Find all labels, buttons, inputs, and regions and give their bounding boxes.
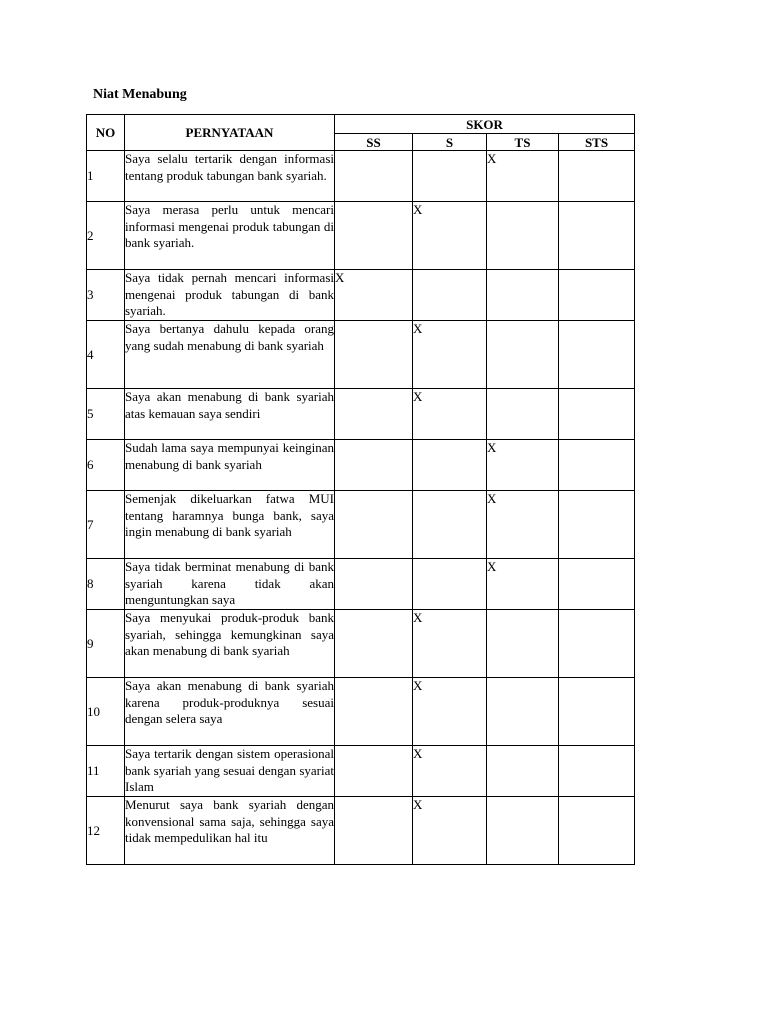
score-s-cell bbox=[413, 151, 487, 202]
score-sts-cell bbox=[559, 151, 635, 202]
score-ts-cell bbox=[487, 389, 559, 440]
row-number: 8 bbox=[87, 559, 125, 610]
table-row bbox=[87, 559, 635, 610]
header-sts: STS bbox=[559, 134, 635, 151]
table-body bbox=[87, 151, 635, 865]
score-ss-cell bbox=[335, 440, 413, 491]
score-s-cell: X bbox=[413, 746, 487, 797]
score-ss-cell bbox=[335, 491, 413, 559]
statement-text: Saya akan menabung di bank syariah karena produk-produknya sesuai dengan selera saya bbox=[125, 678, 335, 746]
score-ss-cell bbox=[335, 202, 413, 270]
statement-text: Saya bertanya dahulu kepada orang yang sudah menabung di bank syariah bbox=[125, 321, 335, 389]
table-row bbox=[87, 491, 635, 559]
row-number: 3 bbox=[87, 270, 125, 321]
questionnaire-table bbox=[86, 114, 635, 865]
score-sts-cell bbox=[559, 270, 635, 321]
score-sts-cell bbox=[559, 389, 635, 440]
score-s-cell bbox=[413, 440, 487, 491]
row-number: 2 bbox=[87, 202, 125, 270]
score-ts-cell bbox=[487, 678, 559, 746]
statement-text: Semenjak dikeluarkan fatwa MUI tentang haramnya bunga bank, saya ingin menabung di bank syariah bbox=[125, 491, 335, 559]
score-ss-cell bbox=[335, 746, 413, 797]
table-row bbox=[87, 151, 635, 202]
statement-text: Saya tidak pernah mencari informasi mengenai produk tabungan di bank syariah. bbox=[125, 270, 335, 321]
row-number: 12 bbox=[87, 797, 125, 865]
statement-text: Saya merasa perlu untuk mencari informasi mengenai produk tabungan di bank syariah. bbox=[125, 202, 335, 270]
score-ts-cell bbox=[487, 321, 559, 389]
score-sts-cell bbox=[559, 440, 635, 491]
header-ss: SS bbox=[335, 134, 413, 151]
document-title: Niat Menabung bbox=[93, 87, 187, 102]
score-sts-cell bbox=[559, 797, 635, 865]
score-sts-cell bbox=[559, 678, 635, 746]
statement-text: Saya akan menabung di bank syariah atas kemauan saya sendiri bbox=[125, 389, 335, 440]
score-ts-cell bbox=[487, 746, 559, 797]
row-number: 10 bbox=[87, 678, 125, 746]
statement-text: Saya selalu tertarik dengan informasi tentang produk tabungan bank syariah. bbox=[125, 151, 335, 202]
score-ts-cell: X bbox=[487, 559, 559, 610]
score-ss-cell bbox=[335, 321, 413, 389]
row-number: 5 bbox=[87, 389, 125, 440]
score-sts-cell bbox=[559, 321, 635, 389]
score-ts-cell: X bbox=[487, 491, 559, 559]
score-ts-cell bbox=[487, 797, 559, 865]
table-header bbox=[87, 115, 635, 151]
statement-text: Menurut saya bank syariah dengan konvensional sama saja, sehingga saya tidak mempedulikan hal itu bbox=[125, 797, 335, 865]
row-number: 9 bbox=[87, 610, 125, 678]
score-ts-cell bbox=[487, 610, 559, 678]
score-s-cell bbox=[413, 270, 487, 321]
score-ts-cell bbox=[487, 270, 559, 321]
table-row bbox=[87, 321, 635, 389]
row-number: 1 bbox=[87, 151, 125, 202]
score-sts-cell bbox=[559, 202, 635, 270]
header-ts: TS bbox=[487, 134, 559, 151]
score-sts-cell bbox=[559, 491, 635, 559]
score-sts-cell bbox=[559, 746, 635, 797]
score-s-cell: X bbox=[413, 321, 487, 389]
row-number: 7 bbox=[87, 491, 125, 559]
table-row bbox=[87, 746, 635, 797]
statement-text: Saya tertarik dengan sistem operasional bank syariah yang sesuai dengan syariat Islam bbox=[125, 746, 335, 797]
score-sts-cell bbox=[559, 610, 635, 678]
table-row bbox=[87, 270, 635, 321]
table-row bbox=[87, 797, 635, 865]
score-sts-cell bbox=[559, 559, 635, 610]
score-ss-cell bbox=[335, 678, 413, 746]
score-ss-cell bbox=[335, 151, 413, 202]
table-row bbox=[87, 678, 635, 746]
header-statement: PERNYATAAN bbox=[125, 115, 335, 151]
header-no: NO bbox=[87, 115, 125, 151]
table-row bbox=[87, 610, 635, 678]
header-s: S bbox=[413, 134, 487, 151]
score-ts-cell: X bbox=[487, 151, 559, 202]
score-s-cell bbox=[413, 491, 487, 559]
score-s-cell: X bbox=[413, 389, 487, 440]
statement-text: Saya tidak berminat menabung di bank syariah karena tidak akan menguntungkan saya bbox=[125, 559, 335, 610]
score-ss-cell bbox=[335, 559, 413, 610]
score-s-cell: X bbox=[413, 797, 487, 865]
score-s-cell: X bbox=[413, 610, 487, 678]
row-number: 11 bbox=[87, 746, 125, 797]
score-s-cell: X bbox=[413, 202, 487, 270]
score-s-cell bbox=[413, 559, 487, 610]
score-s-cell: X bbox=[413, 678, 487, 746]
header-score: SKOR bbox=[335, 115, 635, 134]
score-ts-cell: X bbox=[487, 440, 559, 491]
score-ss-cell bbox=[335, 610, 413, 678]
table-row bbox=[87, 389, 635, 440]
score-ts-cell bbox=[487, 202, 559, 270]
row-number: 6 bbox=[87, 440, 125, 491]
score-ss-cell: X bbox=[335, 270, 413, 321]
table-row bbox=[87, 202, 635, 270]
row-number: 4 bbox=[87, 321, 125, 389]
statement-text: Sudah lama saya mempunyai keinginan menabung di bank syariah bbox=[125, 440, 335, 491]
statement-text: Saya menyukai produk-produk bank syariah, sehingga kemungkinan saya akan menabung di bank syariah bbox=[125, 610, 335, 678]
score-ss-cell bbox=[335, 389, 413, 440]
table-row bbox=[87, 440, 635, 491]
score-ss-cell bbox=[335, 797, 413, 865]
